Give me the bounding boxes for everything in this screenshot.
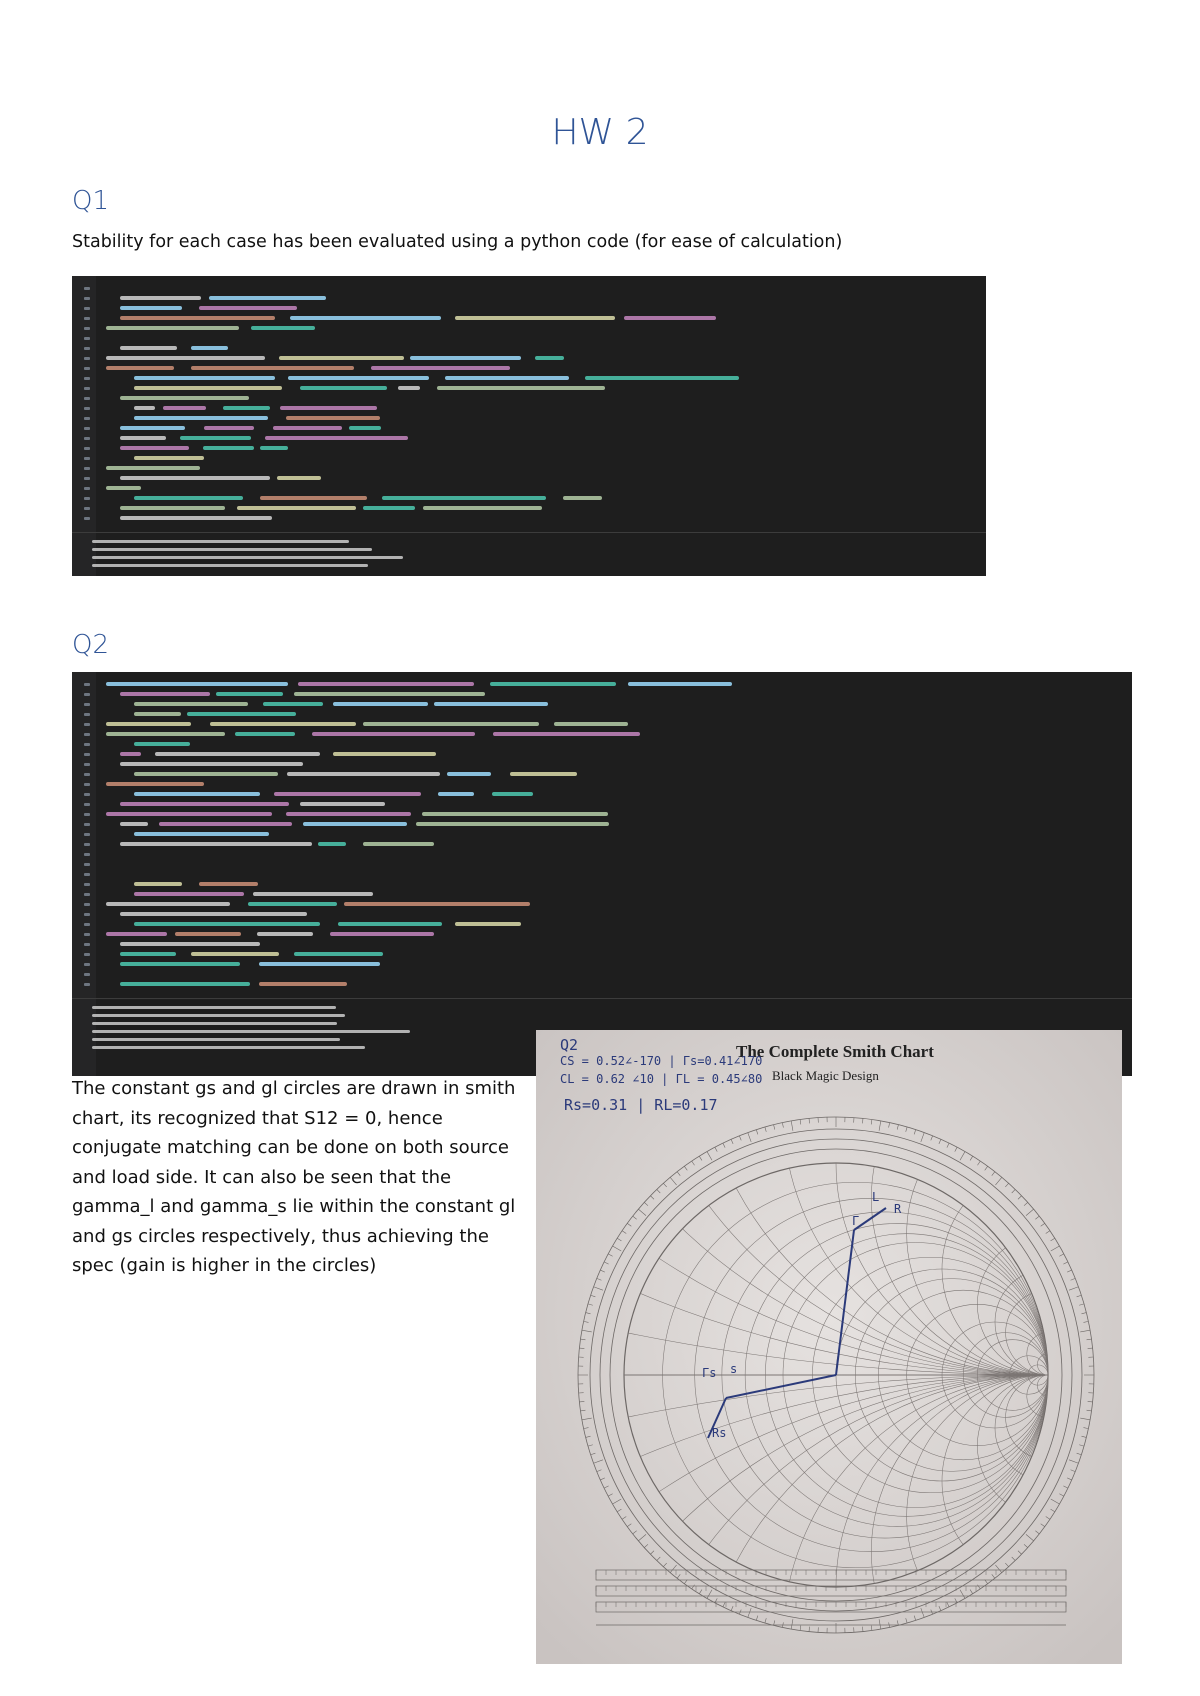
- code-token: [120, 446, 189, 450]
- line-number: [84, 853, 90, 856]
- paragraph-line: chart, its recognized that S12 = 0, hence: [72, 1107, 443, 1129]
- code-token: [209, 296, 326, 300]
- code-token: [554, 722, 628, 726]
- line-number: [84, 437, 90, 440]
- line-number: [84, 417, 90, 420]
- code-token: [216, 692, 283, 696]
- line-number: [84, 307, 90, 310]
- terminal-output: [92, 1030, 410, 1033]
- code-token: [628, 682, 732, 686]
- code-token: [223, 406, 270, 410]
- paragraph-line: and gs circles respectively, thus achieving the: [72, 1225, 489, 1247]
- code-token: [287, 772, 440, 776]
- line-number: [84, 337, 90, 340]
- code-token: [371, 366, 510, 370]
- code-token: [159, 822, 292, 826]
- document-title: HW 2: [551, 112, 649, 153]
- paragraph-line: conjugate matching can be done on both source: [72, 1137, 509, 1158]
- code-token: [493, 732, 640, 736]
- line-number: [84, 803, 90, 806]
- code-token: [259, 982, 347, 986]
- code-token: [120, 962, 240, 966]
- code-token: [363, 506, 415, 510]
- code-token: [120, 396, 249, 400]
- line-number: [84, 367, 90, 370]
- code-token: [199, 882, 258, 886]
- point-label-l: L: [872, 1190, 880, 1204]
- code-token: [248, 902, 337, 906]
- code-token: [134, 742, 190, 746]
- code-token: [134, 712, 181, 716]
- code-token: [300, 802, 385, 806]
- code-token: [274, 792, 421, 796]
- line-number: [84, 923, 90, 926]
- code-token: [120, 802, 289, 806]
- line-number: [84, 893, 90, 896]
- line-number: [84, 863, 90, 866]
- code-token: [318, 842, 346, 846]
- chart-printed-title: The Complete Smith Chart: [736, 1042, 934, 1061]
- point-label-r: R: [894, 1202, 902, 1216]
- line-number: [84, 317, 90, 320]
- code-token: [106, 682, 288, 686]
- code-token: [338, 922, 442, 926]
- code-token: [203, 446, 254, 450]
- line-number: [84, 713, 90, 716]
- code-token: [210, 722, 356, 726]
- code-token: [438, 792, 474, 796]
- code-token: [624, 316, 716, 320]
- point-label-rs: Rs: [712, 1426, 727, 1440]
- code-token: [120, 476, 270, 480]
- code-token: [120, 982, 250, 986]
- paragraph-line: and load side. It can also be seen that the: [72, 1166, 452, 1188]
- code-token: [120, 762, 303, 766]
- code-token: [263, 702, 323, 706]
- q2-paragraph: [72, 1074, 532, 1281]
- code-token: [134, 496, 243, 500]
- code-token: [257, 932, 313, 936]
- code-token: [106, 732, 225, 736]
- code-token: [191, 952, 279, 956]
- paragraph-line: gamma_l and gamma_s lie within the constant gl: [72, 1196, 516, 1217]
- code-token: [286, 416, 380, 420]
- point-label-s: s: [730, 1362, 738, 1376]
- code-token: [120, 752, 141, 756]
- code-token: [492, 792, 533, 796]
- line-number: [84, 813, 90, 816]
- code-token: [437, 386, 605, 390]
- line-number: [84, 833, 90, 836]
- terminal-output: [92, 1006, 336, 1009]
- line-number: [84, 703, 90, 706]
- code-token: [535, 356, 564, 360]
- paragraph-line: spec (gain is higher in the circles): [72, 1255, 377, 1276]
- line-number: [84, 377, 90, 380]
- line-number: [84, 447, 90, 450]
- code-token: [273, 426, 342, 430]
- code-token: [134, 456, 204, 460]
- code-token: [382, 496, 546, 500]
- q1-heading: Q1: [72, 186, 110, 216]
- line-number: [84, 517, 90, 520]
- editor-gutter: [72, 276, 96, 576]
- line-number: [84, 983, 90, 986]
- terminal-output: [92, 1022, 337, 1025]
- code-token: [106, 466, 200, 470]
- code-token: [134, 922, 320, 926]
- code-token: [344, 902, 530, 906]
- handwritten-label: Q2: [560, 1036, 579, 1054]
- code-token: [312, 732, 475, 736]
- code-token: [106, 366, 174, 370]
- line-number: [84, 457, 90, 460]
- smith-chart-photo: [536, 1030, 1122, 1664]
- code-token: [163, 406, 206, 410]
- line-number: [84, 763, 90, 766]
- code-token: [106, 812, 272, 816]
- code-token: [330, 932, 434, 936]
- terminal-divider: [72, 998, 1132, 999]
- code-token: [120, 426, 185, 430]
- line-number: [84, 903, 90, 906]
- code-token: [563, 496, 602, 500]
- code-token: [120, 952, 176, 956]
- code-token: [106, 326, 239, 330]
- code-token: [134, 882, 182, 886]
- handwritten-line-3: Rs=0.31 | RL=0.17: [564, 1096, 718, 1114]
- code-token: [259, 962, 380, 966]
- handwritten-line-2: CL = 0.62 ∠10 | ΓL = 0.45∠80: [560, 1072, 763, 1086]
- code-token: [134, 892, 244, 896]
- code-token: [235, 732, 295, 736]
- code-token: [510, 772, 577, 776]
- code-token: [120, 306, 182, 310]
- code-token: [134, 386, 282, 390]
- code-token: [191, 346, 228, 350]
- line-number: [84, 953, 90, 956]
- code-token: [265, 436, 408, 440]
- code-token: [106, 722, 191, 726]
- terminal-output: [92, 548, 372, 551]
- code-token: [106, 486, 141, 490]
- line-number: [84, 297, 90, 300]
- chart-printed-subtitle: Black Magic Design: [772, 1068, 879, 1083]
- line-number: [84, 873, 90, 876]
- code-token: [290, 316, 441, 320]
- line-number: [84, 843, 90, 846]
- code-token: [349, 426, 381, 430]
- code-token: [120, 912, 307, 916]
- code-token: [134, 406, 155, 410]
- code-token: [120, 436, 166, 440]
- code-token: [455, 922, 521, 926]
- line-number: [84, 683, 90, 686]
- line-number: [84, 933, 90, 936]
- line-number: [84, 773, 90, 776]
- line-number: [84, 913, 90, 916]
- code-token: [279, 356, 404, 360]
- line-number: [84, 793, 90, 796]
- code-token: [120, 296, 201, 300]
- code-token: [187, 712, 296, 716]
- line-number: [84, 963, 90, 966]
- point-label-gamma-l: Γ: [852, 1214, 860, 1228]
- code-token: [434, 702, 548, 706]
- code-token: [294, 952, 383, 956]
- code-token: [423, 506, 542, 510]
- code-token: [422, 812, 608, 816]
- line-number: [84, 427, 90, 430]
- line-number: [84, 387, 90, 390]
- code-token: [134, 376, 275, 380]
- code-token: [106, 932, 167, 936]
- code-token: [134, 832, 269, 836]
- code-token: [280, 406, 377, 410]
- terminal-divider: [72, 532, 986, 533]
- code-token: [286, 812, 411, 816]
- code-token: [445, 376, 569, 380]
- q2-heading: Q2: [72, 630, 110, 660]
- code-token: [120, 942, 260, 946]
- terminal-output: [92, 1038, 340, 1041]
- code-token: [106, 782, 204, 786]
- line-number: [84, 477, 90, 480]
- line-number: [84, 357, 90, 360]
- line-number: [84, 287, 90, 290]
- code-token: [120, 692, 210, 696]
- line-number: [84, 327, 90, 330]
- terminal-output: [92, 540, 349, 543]
- line-number: [84, 723, 90, 726]
- point-label-gamma-s: Γs: [702, 1366, 717, 1380]
- code-token: [298, 682, 474, 686]
- code-token: [134, 772, 278, 776]
- code-token: [260, 446, 288, 450]
- line-number: [84, 507, 90, 510]
- code-token: [134, 416, 268, 420]
- code-token: [134, 702, 248, 706]
- code-token: [333, 752, 436, 756]
- code-token: [120, 842, 312, 846]
- code-token: [363, 722, 539, 726]
- code-token: [303, 822, 407, 826]
- line-number: [84, 783, 90, 786]
- code-token: [410, 356, 521, 360]
- code-token: [120, 316, 275, 320]
- line-number: [84, 753, 90, 756]
- q2-code-screenshot: [72, 672, 1132, 1076]
- line-number: [84, 397, 90, 400]
- code-token: [288, 376, 429, 380]
- code-token: [260, 496, 367, 500]
- code-token: [363, 842, 434, 846]
- code-token: [253, 892, 373, 896]
- terminal-output: [92, 1046, 365, 1049]
- code-token: [251, 326, 315, 330]
- line-number: [84, 733, 90, 736]
- line-number: [84, 823, 90, 826]
- q1-code-screenshot: [72, 276, 986, 576]
- code-token: [120, 516, 272, 520]
- code-token: [398, 386, 420, 390]
- code-token: [106, 356, 265, 360]
- line-number: [84, 973, 90, 976]
- line-number: [84, 487, 90, 490]
- code-token: [106, 902, 230, 906]
- code-token: [447, 772, 491, 776]
- code-token: [191, 366, 354, 370]
- line-number: [84, 467, 90, 470]
- terminal-output: [92, 556, 403, 559]
- code-token: [333, 702, 428, 706]
- code-token: [585, 376, 739, 380]
- code-token: [237, 506, 356, 510]
- line-number: [84, 943, 90, 946]
- line-number: [84, 883, 90, 886]
- code-token: [180, 436, 251, 440]
- handwritten-line-1: CS = 0.52∠-170 | Γs=0.41∠170: [560, 1054, 763, 1068]
- terminal-output: [92, 1014, 345, 1017]
- code-token: [490, 682, 616, 686]
- smith-chart-drawing: [536, 1030, 1122, 1664]
- line-number: [84, 693, 90, 696]
- code-token: [300, 386, 387, 390]
- line-number: [84, 497, 90, 500]
- terminal-output: [92, 564, 368, 567]
- code-token: [120, 822, 148, 826]
- line-number: [84, 743, 90, 746]
- code-token: [120, 346, 177, 350]
- code-token: [277, 476, 321, 480]
- line-number: [84, 407, 90, 410]
- code-token: [175, 932, 241, 936]
- code-token: [416, 822, 609, 826]
- paragraph-line: The constant gs and gl circles are drawn in smith: [72, 1078, 516, 1099]
- code-token: [455, 316, 615, 320]
- code-token: [155, 752, 320, 756]
- q1-text: Stability for each case has been evaluated using a python code (for ease of calculation): [72, 232, 843, 252]
- code-token: [134, 792, 260, 796]
- code-token: [294, 692, 485, 696]
- line-number: [84, 347, 90, 350]
- code-token: [120, 506, 225, 510]
- code-token: [204, 426, 254, 430]
- code-token: [199, 306, 297, 310]
